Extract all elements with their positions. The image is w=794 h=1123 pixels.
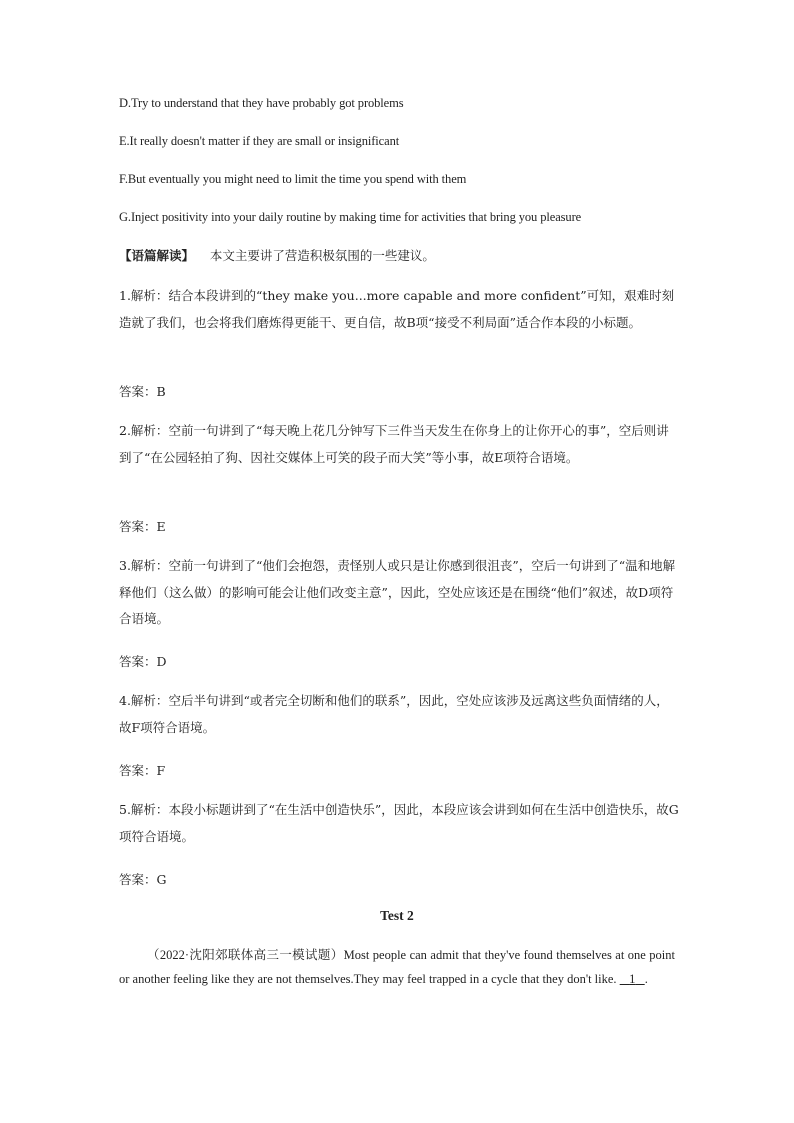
answer-label: 答案： — [119, 872, 157, 887]
answer-label: 答案： — [119, 384, 157, 399]
analysis-text: 空前一句讲到了“他们会抱怨，责怪别人或只是让你感到很沮丧”，空后一句讲到了“温和地解释他们（这么做）的影响可能会让他们改变主意”，因此，空处应该还是在围绕“他们”叙述，故D项符合语境。 — [119, 558, 676, 626]
analysis-text: 空前一句讲到了“每天晚上花几分钟写下三件当天发生在你身上的让你开心的事”，空后则讲到了“在公园轻拍了狗、因社交媒体上可笑的段子而大笑”等小事，故E项符合语境。 — [119, 423, 669, 465]
answer-label: 答案： — [119, 763, 157, 778]
blank-marker — [620, 972, 645, 986]
analysis-1 — [119, 283, 681, 336]
passage-source: （2022·沈阳郊联体高三一模试题） — [147, 948, 344, 962]
analysis-2 — [119, 418, 681, 471]
analysis-label: 4.解析： — [119, 693, 169, 708]
summary-label: 【语篇解读】 — [119, 248, 195, 263]
answer-value: B — [156, 384, 166, 399]
analysis-text: 本段小标题讲到了“在生活中创造快乐”，因此，本段应该会讲到如何在生活中创造快乐，故G项符合语境。 — [119, 802, 679, 844]
answer-label: 答案： — [119, 519, 157, 534]
answer-4 — [119, 761, 165, 781]
summary-text: 本文主要讲了营造积极氛围的一些建议。 — [209, 248, 435, 263]
analysis-3 — [119, 553, 681, 633]
answer-value: F — [156, 763, 166, 778]
answer-1 — [119, 382, 166, 402]
option-d: D.Try to understand that they have probably got problems — [119, 96, 404, 110]
answer-2 — [119, 517, 166, 537]
analysis-text: 结合本段讲到的“they make you...more capable and more confident”可知，艰难时刻造就了我们，也会将我们磨炼得更能干、更自信，故B项“接受不利局面”适合作本段的小标题。 — [119, 288, 675, 330]
analysis-label: 3.解析： — [119, 558, 169, 573]
analysis-label: 1.解析： — [119, 288, 169, 303]
analysis-label: 5.解析： — [119, 802, 169, 817]
answer-5 — [119, 870, 167, 890]
option-f: F.But eventually you might need to limit the time you spend with them — [119, 172, 467, 186]
answer-value: G — [156, 872, 167, 887]
passage-summary — [119, 242, 679, 269]
answer-value: D — [156, 654, 167, 669]
answer-value: E — [156, 519, 166, 534]
blank-number: 1 — [629, 971, 636, 986]
analysis-label: 2.解析： — [119, 423, 169, 438]
test-passage: （2022·沈阳郊联体高三一模试题）Most people can admit that they've found themselves at one point or another feeling like they are not themselves.They may feel trapped in a cycle that they don't like. 1 . — [119, 948, 676, 986]
analysis-5 — [119, 797, 681, 850]
test-title: Test 2 — [380, 908, 414, 923]
option-g: G.Inject positivity into your daily routine by making time for activities that bring you pleasure — [119, 210, 582, 224]
passage-text: Most people can admit that they've found themselves at one point or another feeling like they are not themselves.They may feel trapped in a cycle that they don't like. — [119, 948, 676, 986]
option-e: E.It really doesn't matter if they are small or insignificant — [119, 134, 400, 148]
answer-3 — [119, 652, 167, 672]
analysis-text: 空后半句讲到“或者完全切断和他们的联系”，因此，空处应该涉及远离这些负面情绪的人，故F项符合语境。 — [119, 693, 669, 735]
answer-label: 答案： — [119, 654, 157, 669]
analysis-4 — [119, 688, 681, 741]
